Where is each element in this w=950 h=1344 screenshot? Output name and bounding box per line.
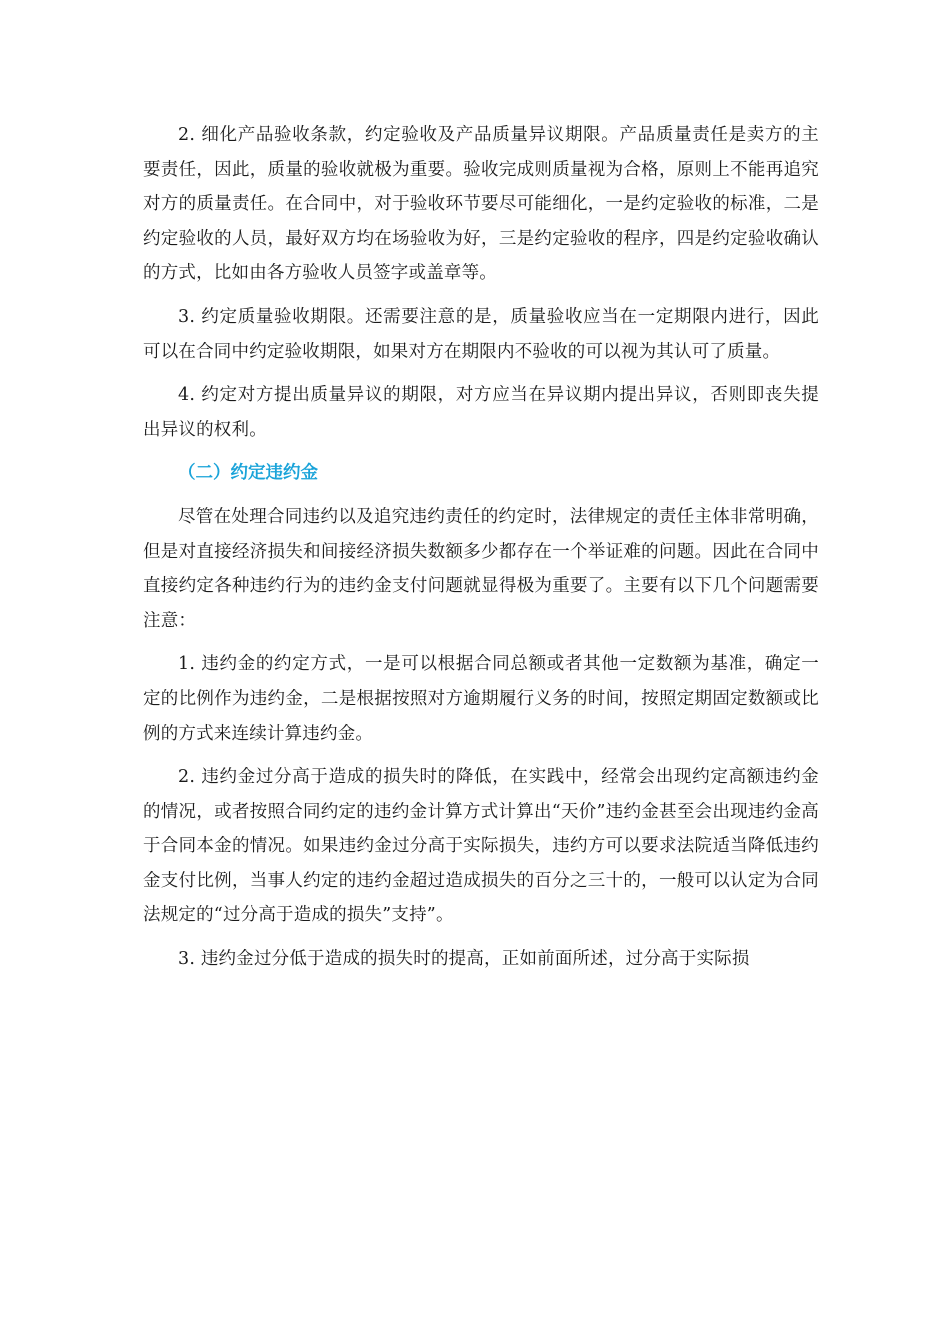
paragraph-acceptance-period: 3. 约定质量验收期限。还需要注意的是，质量验收应当在一定期限内进行，因此可以在合同中约定验收期限，如果对方在期限内不验收的可以视为其认可了质量。: [143, 306, 819, 362]
document-body: [143, 118, 819, 986]
paragraph-damages-method: 1. 违约金的约定方式，一是可以根据合同总额或者其他一定数额为基准，确定一定的比例作为违约金，二是根据按照对方逾期履行义务的时间，按照定期固定数额或比例的方式来连续计算违约金。: [143, 654, 819, 744]
paragraph-acceptance-terms: 2. 细化产品验收条款，约定验收及产品质量异议期限。产品质量责任是卖方的主要责任，因此，质量的验收就极为重要。验收完成则质量视为合格，原则上不能再追究对方的质量责任。在合同中，对于验收环节要尽可能细化，一是约定验收的标准，二是约定验收的人员，最好双方均在场验收为好，三是约定验收的程序，四是约定验收确认的方式，比如由各方验收人员签字或盖章等。: [143, 125, 819, 284]
section-heading-liquidated-damages: （二）约定违约金: [178, 463, 318, 484]
paragraph-damages-increase: 3. 违约金过分低于造成的损失时的提高，正如前面所述，过分高于实际损: [178, 949, 750, 970]
paragraph-liquidated-damages-intro: 尽管在处理合同违约以及追究违约责任的约定时，法律规定的责任主体非常明确，但是对直接经济损失和间接经济损失数额多少都存在一个举证难的问题。因此在合同中直接约定各种违约行为的违约金支付问题就显得极为重要了。主要有以下几个问题需要注意：: [143, 506, 819, 631]
paragraph-damages-reduction: 2. 违约金过分高于造成的损失时的降低，在实践中，经常会出现约定高额违约金的情况，或者按照合同约定的违约金计算方式计算出“天价”违约金甚至会出现违约金高于合同本金的情况。如果违约金过分高于实际损失，违约方可以要求法院适当降低违约金支付比例，当事人约定的违约金超过造成损失的百分之三十的，一般可以认定为合同法规定的“过分高于造成的损失”支持”。: [143, 767, 819, 926]
paragraph-objection-period: 4. 约定对方提出质量异议的期限，对方应当在异议期内提出异议，否则即丧失提出异议的权利。: [143, 385, 819, 440]
